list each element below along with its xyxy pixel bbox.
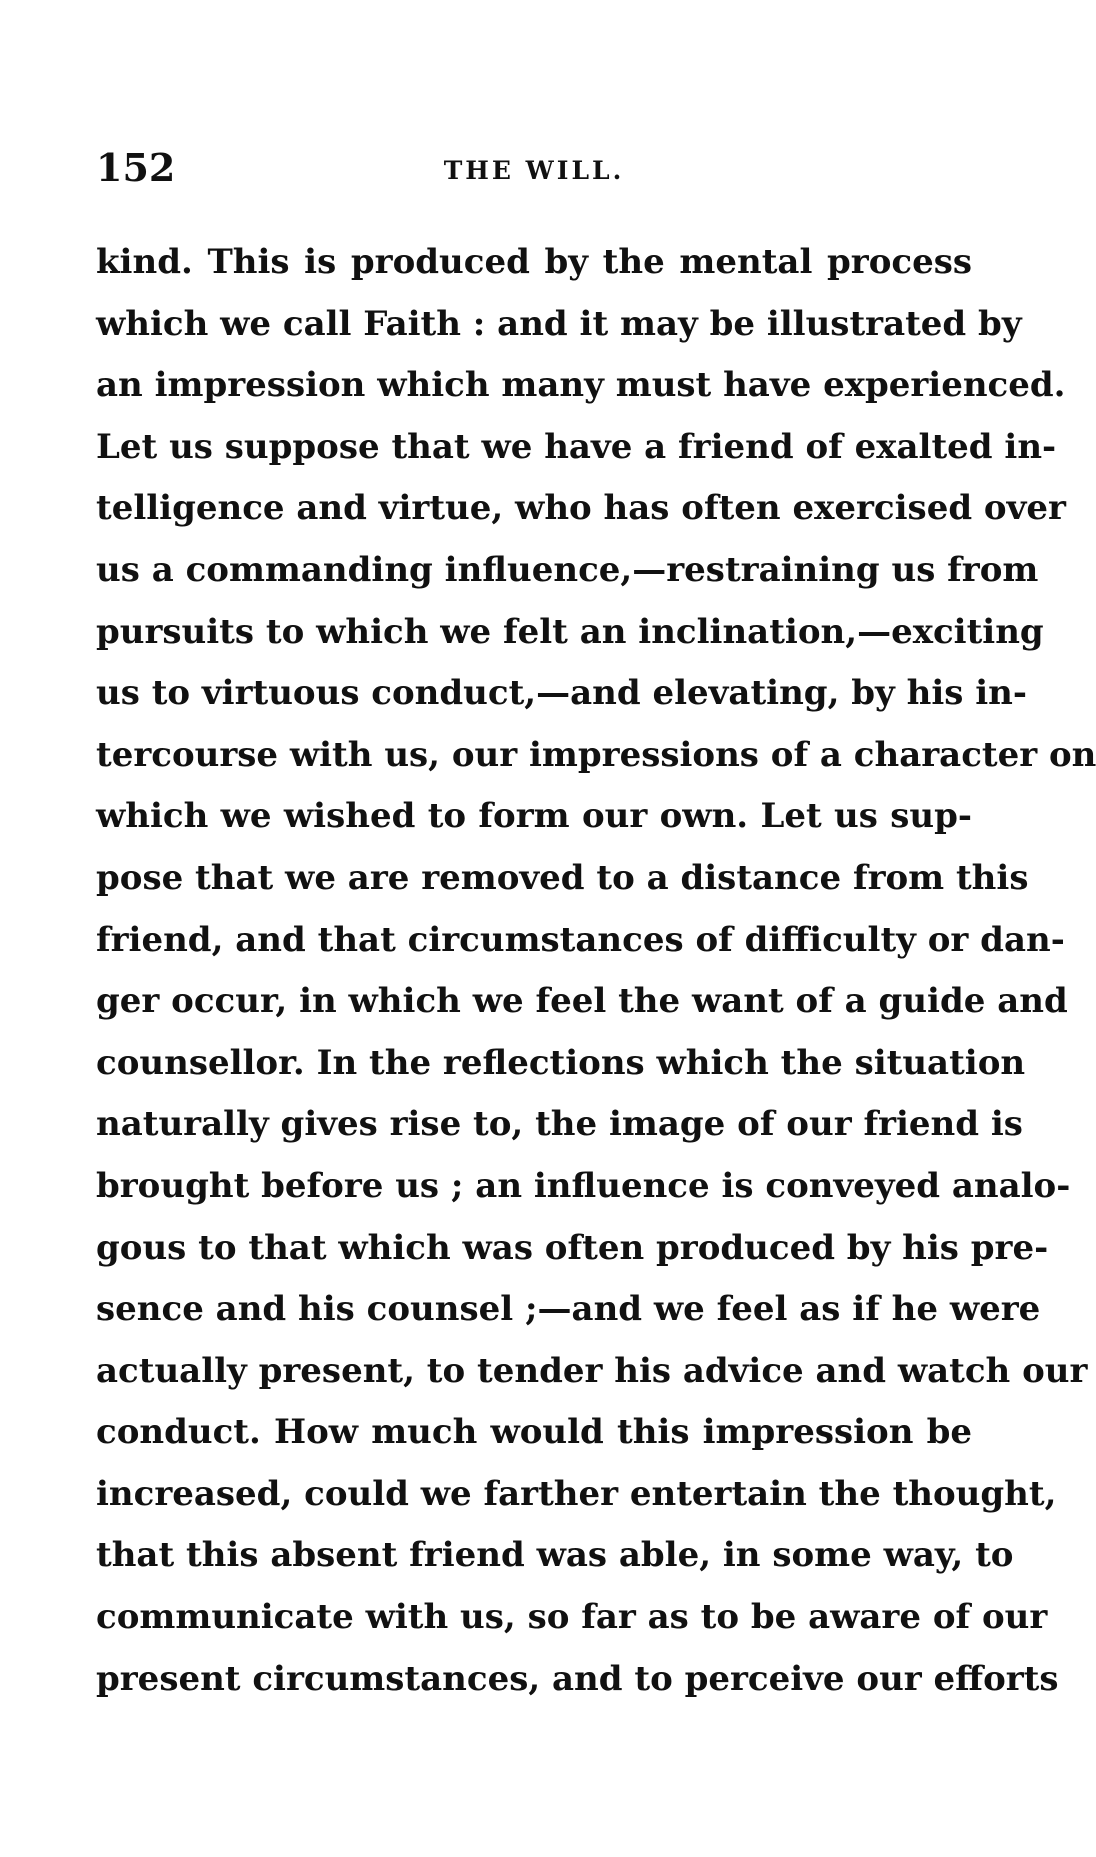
text-line: gous to that which was often produced by his pre- [96,1227,1049,1268]
text-line: telligence and virtue, who has often exercised over [96,488,1066,529]
text-line: which we wished to form our own. Let us sup- [96,796,972,837]
text-line: kind. This is produced by the mental process [96,242,972,282]
text-line: naturally gives rise to, the image of our friend is [96,1104,1023,1145]
text-line: us a commanding influence,—restraining us from [96,549,1039,590]
text-line: pursuits to which we felt an inclination,—exciting [96,611,1044,652]
text-line: sence and his counsel ;—and we feel as if he were [96,1289,1041,1330]
text-line: increased, could we farther entertain the thought, [96,1473,1057,1514]
text-line: us to virtuous conduct,—and elevating, by his in- [96,673,1027,714]
text-line: actually present, to tender his advice and watch our [96,1350,1088,1391]
body-text [96,232,1096,1710]
text-line: pose that we are removed to a distance from this [96,857,1029,898]
text-line: communicate with us, so far as to be aware of our [96,1597,1048,1638]
text-line: brought before us ; an influence is conveyed analo- [96,1165,1071,1206]
text-line: friend, and that circumstances of difficulty or dan- [96,919,1065,960]
text-line: present circumstances, and to perceive our efforts [96,1658,1059,1699]
text-line: tercourse with us, our impressions of a character on [96,734,1096,775]
text-line: which we call Faith : and it may be illustrated by [96,303,1022,344]
text-line: an impression which many must have experienced. [96,365,1066,406]
text-line: conduct. How much would this impression be [96,1412,972,1453]
text-line: counsellor. In the reflections which the situation [96,1042,1026,1083]
text-line: Let us suppose that we have a friend of exalted in- [96,426,1057,467]
running-head: THE WILL. [443,156,625,185]
text-line: that this absent friend was able, in some way, to [96,1535,1014,1576]
text-line: ger occur, in which we feel the want of a guide and [96,981,1068,1022]
page-header [96,145,972,195]
page-number: 152 [96,145,176,190]
